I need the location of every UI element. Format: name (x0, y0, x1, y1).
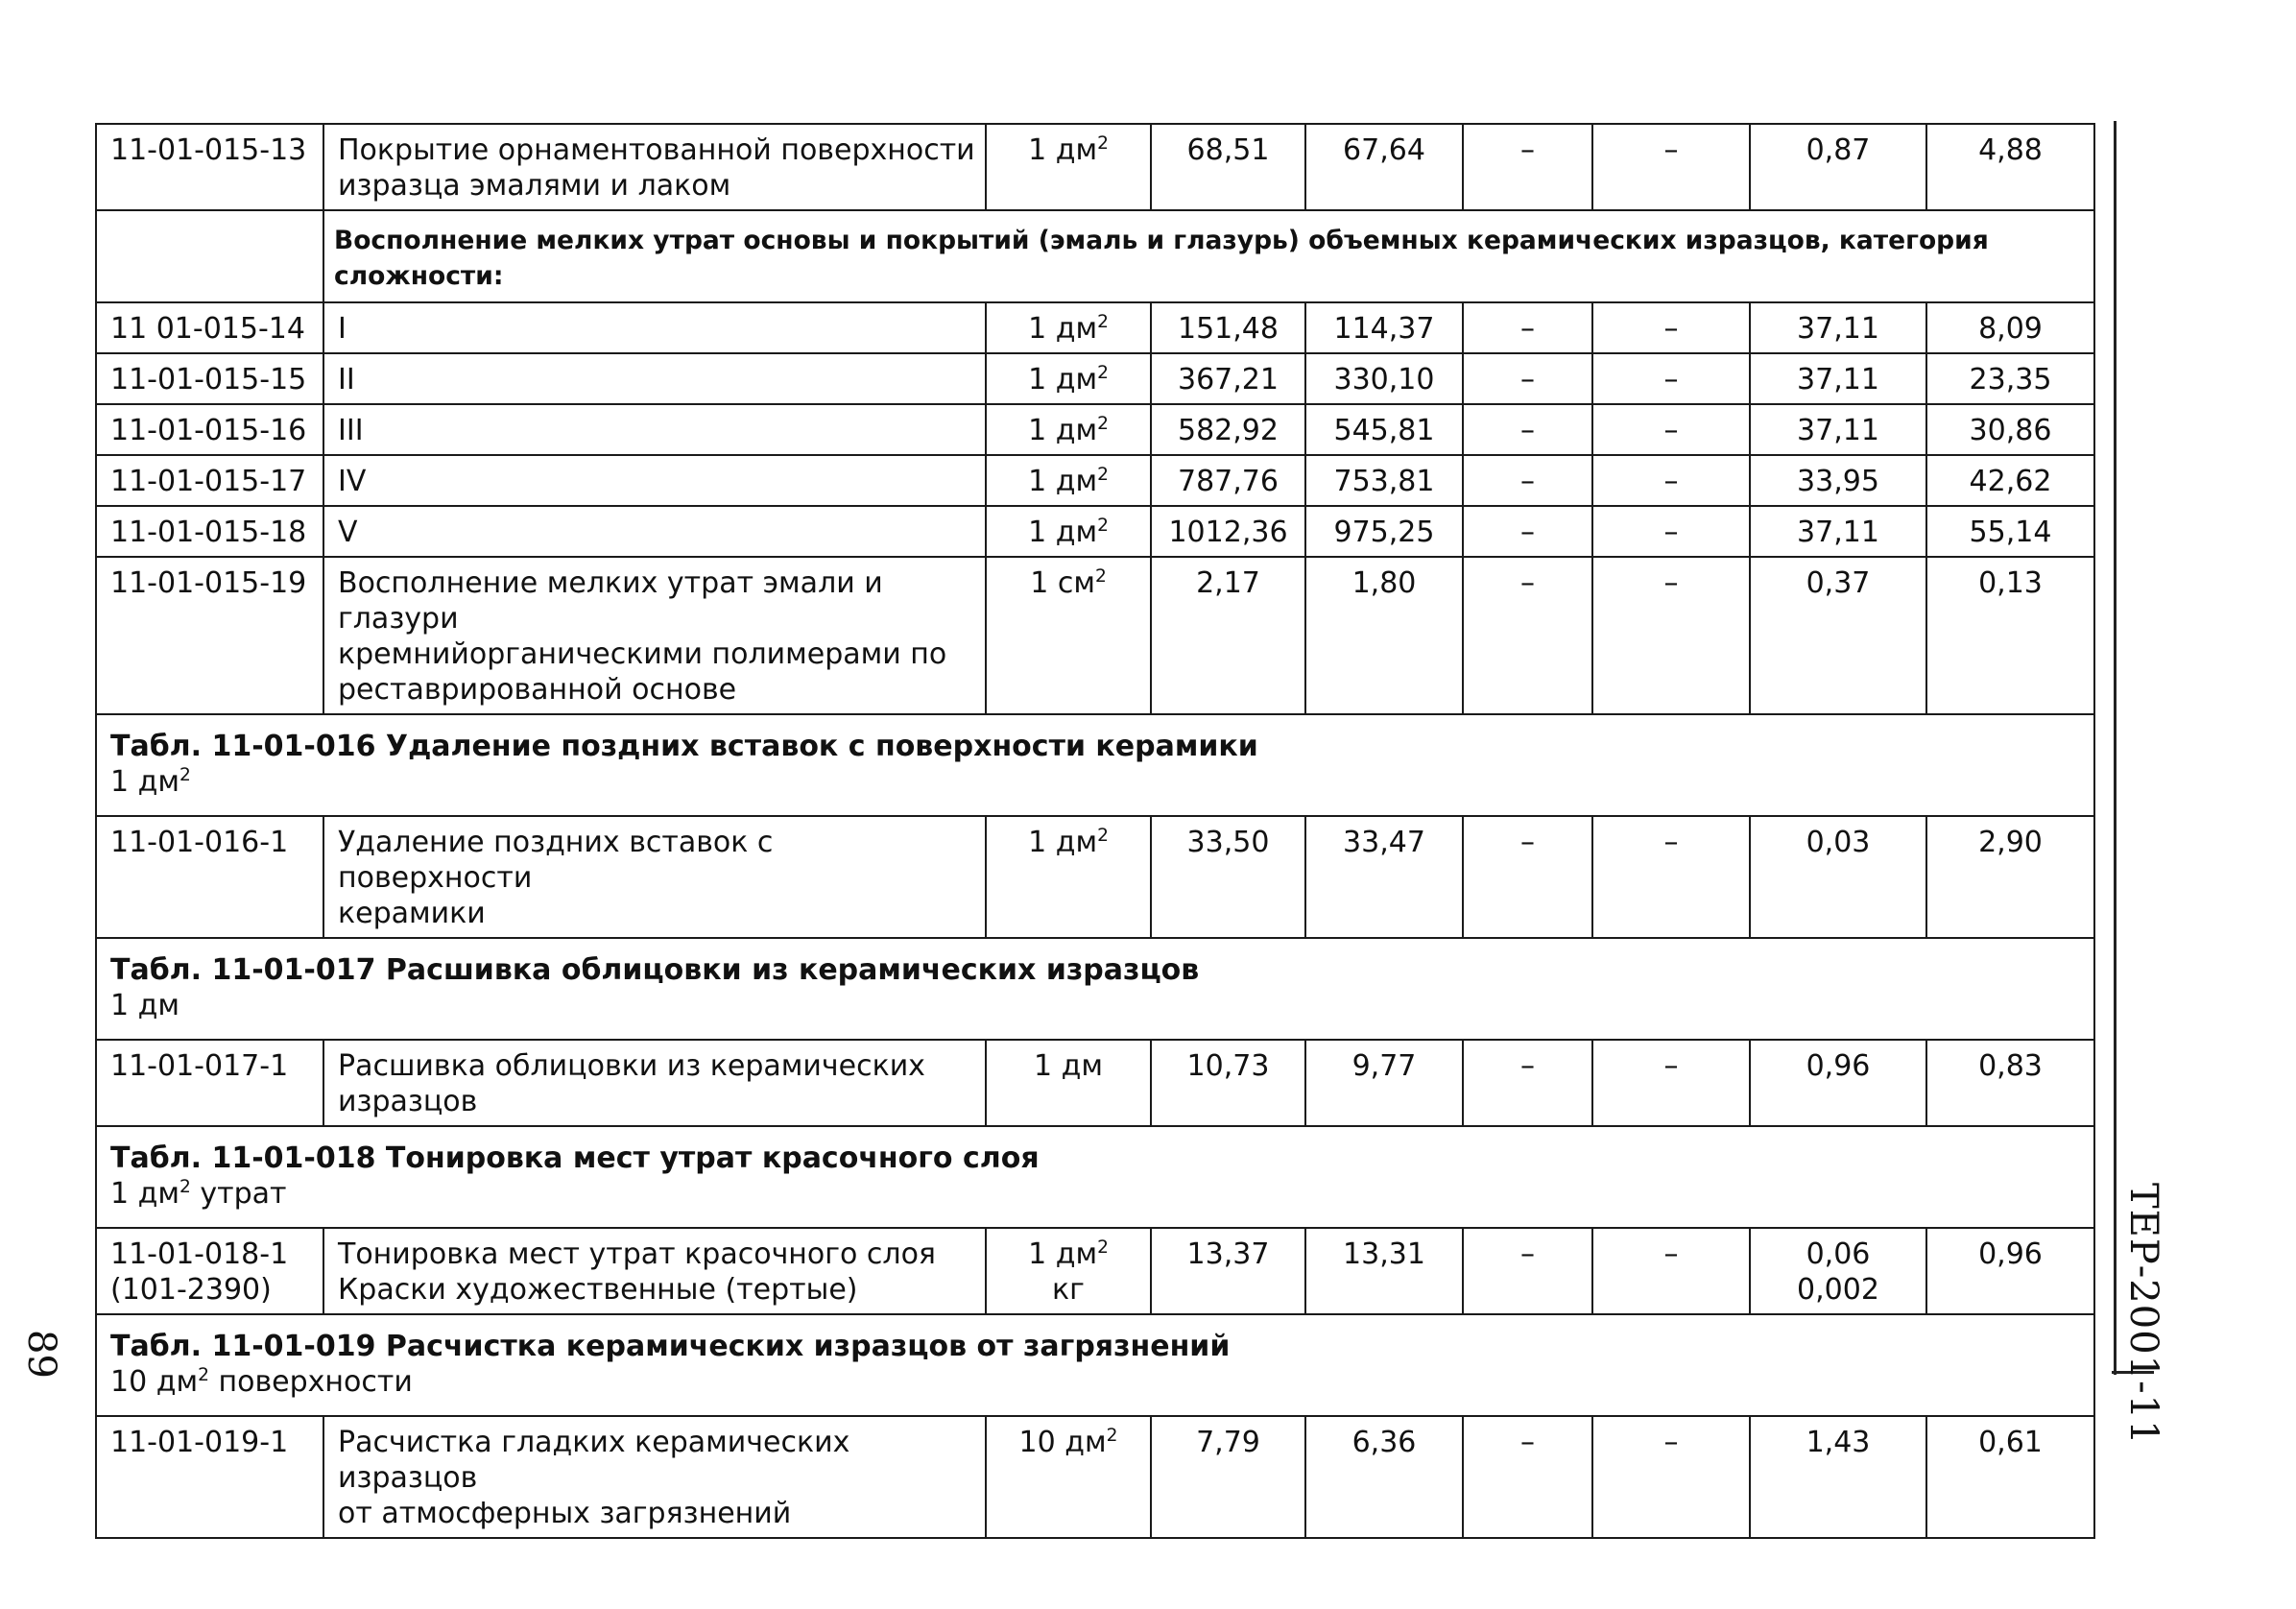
value-text: 0,87 (1806, 133, 1871, 167)
unit-line (991, 1425, 1146, 1460)
unit-line (991, 515, 1146, 550)
value-c4 (1592, 124, 1750, 210)
value-c3 (1463, 1228, 1592, 1314)
table-row (96, 506, 2094, 557)
name-cell (323, 816, 986, 938)
code-line: 11 01-015-14 (110, 312, 305, 346)
unit-superscript: 2 (1097, 363, 1109, 383)
subheader-cell (323, 210, 2094, 302)
section-header-cell (96, 938, 2094, 1040)
value-c1 (1151, 1228, 1305, 1314)
unit-text: 1 дм (1028, 312, 1098, 346)
value-text: 9,77 (1351, 1049, 1417, 1083)
value-text: 67,64 (1343, 133, 1425, 167)
value-c3 (1463, 816, 1592, 938)
code-line: 11-01-015-19 (110, 566, 307, 600)
value-text: – (1663, 465, 1679, 498)
value-c5 (1750, 557, 1926, 714)
value-c3 (1463, 455, 1592, 506)
value-c3 (1463, 557, 1592, 714)
section-header-row (96, 714, 2094, 816)
unit-line-2: кг (1052, 1273, 1085, 1307)
value-text: – (1520, 566, 1535, 600)
value-c4 (1592, 1040, 1750, 1126)
unit-superscript: 2 (1097, 133, 1109, 154)
value-text: – (1520, 516, 1535, 549)
code-cell (96, 1416, 323, 1538)
code-cell (96, 455, 323, 506)
value-text: – (1663, 414, 1679, 447)
unit-text: 1 дм (1028, 363, 1098, 396)
value-text: 10,73 (1186, 1049, 1270, 1083)
value-text: – (1663, 312, 1679, 346)
value-text: 0,37 (1806, 566, 1871, 600)
value-text: 0,83 (1978, 1049, 2043, 1083)
value-text: – (1520, 414, 1535, 447)
value-c6 (1926, 1416, 2094, 1538)
value-c2 (1305, 1040, 1463, 1126)
unit-superscript: 2 (1097, 414, 1109, 434)
code-line: 11-01-015-13 (110, 133, 307, 167)
unit-cell (986, 816, 1151, 938)
value-text: 330,10 (1333, 363, 1435, 396)
value-c6 (1926, 455, 2094, 506)
value-c4 (1592, 816, 1750, 938)
section-unit-text: 10 дм (110, 1365, 199, 1399)
value-text: 1,43 (1806, 1426, 1871, 1459)
unit-text: 1 дм (1028, 1237, 1098, 1271)
name-line: Восполнение мелких утрат эмали и глазури (338, 566, 883, 636)
code-cell (96, 557, 323, 714)
table-row (96, 455, 2094, 506)
value-text: 0,002 (1797, 1273, 1879, 1307)
unit-cell (986, 353, 1151, 404)
right-margin-rule (2114, 121, 2117, 1375)
unit-cell (986, 302, 1151, 353)
value-c6 (1926, 1040, 2094, 1126)
unit-superscript: 2 (1097, 465, 1109, 485)
value-c2 (1305, 124, 1463, 210)
code-line: 11-01-015-15 (110, 363, 307, 396)
value-c2 (1305, 302, 1463, 353)
section-unit-superscript: 2 (198, 1365, 209, 1385)
code-line: 11-01-015-18 (110, 516, 307, 549)
value-text: 0,61 (1978, 1426, 2043, 1459)
value-text: 55,14 (1969, 516, 2052, 549)
code-cell (96, 506, 323, 557)
value-text: 13,37 (1186, 1237, 1270, 1271)
value-text: – (1520, 826, 1535, 859)
unit-text: 1 дм (1028, 465, 1098, 498)
section-header-row (96, 1314, 2094, 1416)
value-text: – (1663, 826, 1679, 859)
code-line: 11-01-019-1 (110, 1426, 289, 1459)
value-text: – (1663, 516, 1679, 549)
unit-cell (986, 1416, 1151, 1538)
unit-superscript: 2 (1106, 1426, 1118, 1446)
value-c6 (1926, 816, 2094, 938)
value-c1 (1151, 1040, 1305, 1126)
unit-text: 1 см (1030, 566, 1095, 600)
section-unit-rest: поверхности (208, 1365, 413, 1399)
unit-line (991, 464, 1146, 499)
section-unit-text: 1 дм (110, 1177, 179, 1211)
name-line: V (338, 516, 358, 549)
code-cell (96, 353, 323, 404)
unit-text: 1 дм (1028, 826, 1098, 859)
value-text: – (1663, 363, 1679, 396)
code-line: 11-01-016-1 (110, 826, 289, 859)
value-c1 (1151, 302, 1305, 353)
name-line: Краски художественные (тертые) (338, 1273, 858, 1307)
value-text: 367,21 (1178, 363, 1279, 396)
value-c6 (1926, 557, 2094, 714)
value-c2 (1305, 1416, 1463, 1538)
name-line: изразцов (338, 1085, 478, 1118)
name-cell (323, 557, 986, 714)
unit-line (991, 132, 1146, 168)
name-cell (323, 506, 986, 557)
value-text: 8,09 (1978, 312, 2043, 346)
value-text: 37,11 (1797, 516, 1879, 549)
value-text: 2,90 (1978, 826, 2043, 859)
value-text: 13,31 (1343, 1237, 1425, 1271)
value-c3 (1463, 1040, 1592, 1126)
unit-superscript: 2 (1097, 516, 1109, 536)
value-c4 (1592, 455, 1750, 506)
unit-line (991, 362, 1146, 397)
value-c3 (1463, 404, 1592, 455)
value-text: 37,11 (1797, 414, 1879, 447)
table-row (96, 302, 2094, 353)
section-title: Табл. 11-01-019 Расчистка керамических изразцов от загрязнений (110, 1330, 1231, 1363)
value-c6 (1926, 124, 2094, 210)
value-c1 (1151, 816, 1305, 938)
name-cell (323, 1228, 986, 1314)
value-text: 42,62 (1969, 465, 2052, 498)
code-cell (96, 1228, 323, 1314)
unit-superscript: 2 (1097, 1237, 1109, 1258)
page-number: 89 (19, 1330, 63, 1379)
value-c5 (1750, 1040, 1926, 1126)
unit-cell (986, 124, 1151, 210)
value-c5 (1750, 1228, 1926, 1314)
value-c5 (1750, 353, 1926, 404)
value-text: 582,92 (1178, 414, 1279, 447)
section-unit (110, 1176, 2086, 1212)
name-cell (323, 1040, 986, 1126)
table-row (96, 557, 2094, 714)
value-text: 68,51 (1186, 133, 1270, 167)
value-text: – (1520, 1049, 1535, 1083)
value-c6 (1926, 506, 2094, 557)
value-c4 (1592, 404, 1750, 455)
section-unit (110, 1364, 2086, 1400)
name-line: Расчистка гладких керамических изразцов (338, 1426, 850, 1495)
value-text: 33,47 (1343, 826, 1425, 859)
value-text: – (1520, 312, 1535, 346)
subheader-text: Восполнение мелких утрат основы и покрытий (эмаль и глазурь) объемных керамических изразцов, категория сложности: (334, 226, 1989, 291)
value-text: 2,17 (1196, 566, 1260, 600)
value-text: 0,96 (1978, 1237, 2043, 1271)
name-line: I (338, 312, 347, 346)
value-text: – (1663, 133, 1679, 167)
unit-cell (986, 404, 1151, 455)
value-text: 1,80 (1351, 566, 1417, 600)
value-text: – (1520, 1426, 1535, 1459)
name-line: Тонировка мест утрат красочного слоя (338, 1237, 936, 1271)
unit-line (991, 311, 1146, 347)
value-c5 (1750, 1416, 1926, 1538)
section-unit (110, 764, 2086, 800)
code-cell (96, 1040, 323, 1126)
value-c2 (1305, 816, 1463, 938)
section-header-row (96, 1126, 2094, 1228)
value-text: – (1520, 363, 1535, 396)
value-text: 114,37 (1333, 312, 1435, 346)
code-line: 11-01-015-17 (110, 465, 307, 498)
value-c5 (1750, 302, 1926, 353)
code-line: 11-01-018-1 (110, 1237, 289, 1271)
value-c6 (1926, 404, 2094, 455)
unit-cell (986, 1040, 1151, 1126)
unit-text: 1 дм (1028, 414, 1098, 447)
value-text: 23,35 (1969, 363, 2052, 396)
value-c2 (1305, 353, 1463, 404)
section-header-row (96, 938, 2094, 1040)
value-text: 6,36 (1351, 1426, 1417, 1459)
unit-line (991, 825, 1146, 860)
code-line: 11-01-015-16 (110, 414, 307, 447)
section-header-cell (96, 1126, 2094, 1228)
unit-text: 10 дм (1018, 1426, 1107, 1459)
value-c4 (1592, 353, 1750, 404)
name-line: II (338, 363, 355, 396)
unit-line (991, 565, 1146, 601)
name-line: Удаление поздних вставок с поверхности (338, 826, 774, 895)
name-cell (323, 455, 986, 506)
value-c1 (1151, 455, 1305, 506)
name-line: от атмосферных загрязнений (338, 1497, 792, 1530)
section-unit-rest: утрат (190, 1177, 287, 1211)
value-text: 0,13 (1978, 566, 2043, 600)
name-line: Расшивка облицовки из керамических (338, 1049, 925, 1083)
unit-cell (986, 1228, 1151, 1314)
value-c1 (1151, 557, 1305, 714)
value-text: – (1663, 1237, 1679, 1271)
value-c6 (1926, 302, 2094, 353)
code-cell (96, 404, 323, 455)
unit-cell (986, 557, 1151, 714)
name-cell (323, 124, 986, 210)
value-c3 (1463, 353, 1592, 404)
value-c3 (1463, 302, 1592, 353)
unit-line (991, 1237, 1146, 1272)
unit-text: 1 дм (1034, 1049, 1103, 1083)
value-c4 (1592, 302, 1750, 353)
value-text: 545,81 (1333, 414, 1435, 447)
value-c2 (1305, 1228, 1463, 1314)
name-cell (323, 302, 986, 353)
value-c4 (1592, 1416, 1750, 1538)
value-text: 0,06 (1806, 1237, 1871, 1271)
value-text: 0,96 (1806, 1049, 1871, 1083)
name-line: IV (338, 465, 367, 498)
value-text: 4,88 (1978, 133, 2043, 167)
value-text: 975,25 (1333, 516, 1435, 549)
table-row (96, 124, 2094, 210)
value-c4 (1592, 506, 1750, 557)
section-header-cell (96, 1314, 2094, 1416)
name-line: изразца эмалями и лаком (338, 169, 731, 203)
value-text: 30,86 (1969, 414, 2052, 447)
unit-text: 1 дм (1028, 133, 1098, 167)
code-cell (96, 816, 323, 938)
table-row (96, 816, 2094, 938)
value-text: 753,81 (1333, 465, 1435, 498)
value-c5 (1750, 124, 1926, 210)
unit-line (991, 1048, 1146, 1084)
table-row (96, 1040, 2094, 1126)
table-body (96, 124, 2094, 1538)
section-unit-superscript: 2 (179, 765, 191, 785)
value-c2 (1305, 455, 1463, 506)
value-c6 (1926, 1228, 2094, 1314)
unit-superscript: 2 (1097, 826, 1109, 846)
value-text: – (1663, 1426, 1679, 1459)
subheader-row (96, 210, 2094, 302)
name-cell (323, 404, 986, 455)
value-text: 7,79 (1196, 1426, 1260, 1459)
code-cell (96, 302, 323, 353)
value-c3 (1463, 124, 1592, 210)
section-unit-superscript: 2 (179, 1177, 191, 1197)
name-line: Покрытие орнаментованной поверхности (338, 133, 975, 167)
name-line: кремнийорганическими полимерами по (338, 637, 947, 671)
section-title: Табл. 11-01-016 Удаление поздних вставок с поверхности керамики (110, 730, 1258, 763)
name-line: керамики (338, 897, 486, 930)
empty-cell (96, 210, 323, 302)
section-unit-text: 1 дм (110, 989, 179, 1022)
document-code-label: ТЕР-2001-11 (2121, 1183, 2165, 1446)
value-c1 (1151, 353, 1305, 404)
code-line: (101-2390) (110, 1273, 272, 1307)
unit-superscript: 2 (1097, 312, 1109, 332)
value-c5 (1750, 816, 1926, 938)
value-c1 (1151, 124, 1305, 210)
section-unit-text: 1 дм (110, 765, 179, 799)
value-c3 (1463, 1416, 1592, 1538)
value-c4 (1592, 1228, 1750, 1314)
value-text: – (1520, 1237, 1535, 1271)
value-c5 (1750, 455, 1926, 506)
value-text: – (1663, 566, 1679, 600)
value-text: 787,76 (1178, 465, 1279, 498)
name-line: III (338, 414, 364, 447)
unit-line (991, 413, 1146, 448)
value-c1 (1151, 1416, 1305, 1538)
value-text: 37,11 (1797, 363, 1879, 396)
rates-table (95, 123, 2095, 1539)
value-text: – (1663, 1049, 1679, 1083)
section-unit (110, 988, 2086, 1023)
value-c5 (1750, 404, 1926, 455)
unit-cell (986, 506, 1151, 557)
value-text: 0,03 (1806, 826, 1871, 859)
value-text: 1012,36 (1168, 516, 1288, 549)
table-row (96, 404, 2094, 455)
value-text: – (1520, 465, 1535, 498)
unit-superscript: 2 (1094, 566, 1107, 587)
value-c1 (1151, 404, 1305, 455)
value-text: – (1520, 133, 1535, 167)
section-header-cell (96, 714, 2094, 816)
value-c3 (1463, 506, 1592, 557)
table-row (96, 1416, 2094, 1538)
value-text: 33,95 (1797, 465, 1879, 498)
value-c1 (1151, 506, 1305, 557)
value-text: 37,11 (1797, 312, 1879, 346)
value-text: 33,50 (1186, 826, 1270, 859)
value-c4 (1592, 557, 1750, 714)
code-cell (96, 124, 323, 210)
name-cell (323, 1416, 986, 1538)
table-row (96, 353, 2094, 404)
value-c5 (1750, 506, 1926, 557)
name-cell (323, 353, 986, 404)
value-c2 (1305, 557, 1463, 714)
table-row (96, 1228, 2094, 1314)
value-text: 151,48 (1178, 312, 1279, 346)
section-title: Табл. 11-01-017 Расшивка облицовки из керамических изразцов (110, 953, 1200, 987)
value-c2 (1305, 506, 1463, 557)
unit-cell (986, 455, 1151, 506)
unit-text: 1 дм (1028, 516, 1098, 549)
name-line: реставрированной основе (338, 673, 737, 707)
section-title: Табл. 11-01-018 Тонировка мест утрат красочного слоя (110, 1141, 1040, 1175)
value-c6 (1926, 353, 2094, 404)
value-c2 (1305, 404, 1463, 455)
code-line: 11-01-017-1 (110, 1049, 289, 1083)
